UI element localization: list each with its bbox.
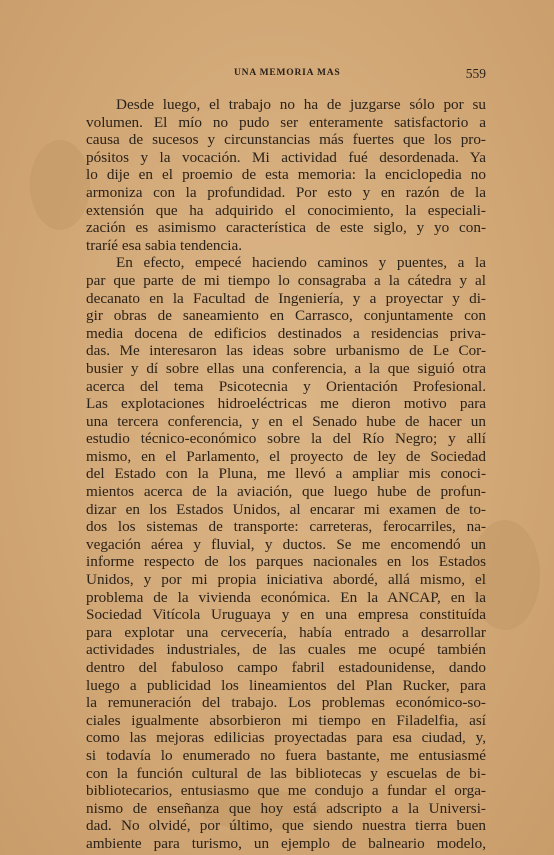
text-line: mismo, en el Parlamento, el proyecto de ley de Sociedad <box>86 447 486 465</box>
text-line: volumen. El mío no pudo ser enteramente satisfactorio a <box>86 113 486 131</box>
page-number: 559 <box>465 66 486 81</box>
text-line: zación es asimismo característica de este siglo, y yo con- <box>86 219 486 237</box>
text-line: busier y dí sobre ellas una conferencia, a la que siguió otra <box>86 359 486 377</box>
text-line: con la función cultural de las bibliotecas y escuelas de bi- <box>86 764 486 782</box>
text-line: causa de sucesos y circunstancias más fuertes que los pro- <box>86 131 486 149</box>
text-line: actividades industriales, de las cuales me ocupé también <box>86 641 486 659</box>
text-line: acerca del tema Psicotecnia y Orientación Profesional. <box>86 377 486 395</box>
text-line: estudio técnico-económico sobre la del Río Negro; y allí <box>86 430 486 448</box>
text-line: dos los sistemas de transporte: carreteras, ferocarriles, na- <box>86 518 486 536</box>
text-line: decanato en la Facultad de Ingeniería, y a proyectar y di- <box>86 289 486 307</box>
text-line: como las mejoras edilicias proyectadas para esa ciudad, y, <box>86 729 486 747</box>
running-title: UNA MEMORIA MAS <box>234 68 341 78</box>
text-line: bibliotecarios, entusiasmo que me condujo a fundar el orga- <box>86 782 486 800</box>
text-line: traríé esa sabia tendencia. <box>86 236 243 254</box>
paper-stain <box>30 140 90 230</box>
text-line: gir obras de saneamiento en Carrasco, conjuntamente con <box>86 307 486 325</box>
text-line: media docena de edificios destinados a residencias priva- <box>86 324 486 342</box>
text-line: das. Me interesaron las ideas sobre urbanismo de Le Cor- <box>86 342 486 360</box>
body-text <box>86 96 486 853</box>
text-line: nismo de enseñanza que hoy está adscripto a la Universi- <box>86 799 486 817</box>
text-line: ciales igualmente absorbieron mi tiempo en Filadelfia, así <box>86 711 486 729</box>
text-line: lo dije en el proemio de esta memoria: la enciclopedia no <box>86 166 486 184</box>
text-line: ambiente para turismo, un ejemplo de balneario modelo, <box>86 834 486 852</box>
text-line: para explotar una cervecería, había entrado a desarrollar <box>86 623 486 641</box>
text-line: del Estado con la Pluna, me llevó a ampliar mis conoci- <box>86 465 486 483</box>
text-line: dentro del fabuloso campo fabril estadounidense, dando <box>86 659 486 676</box>
text-line: informe respecto de los parques nacionales en los Estados <box>86 553 486 571</box>
text-line: luego a publicidad los lineamientos del Plan Rucker, para <box>86 676 486 694</box>
text-line: armoniza con la profundidad. Por esto y en razón de la <box>86 183 486 201</box>
running-head <box>86 66 486 84</box>
text-line: una tercera conferencia, y en el Senado hube de hacer un <box>86 412 486 430</box>
text-line: Unidos, y por mi propia iniciativa abordé, allá mismo, el <box>86 571 486 589</box>
text-line: par que parte de mi tiempo lo consagraba a la cátedra y al <box>86 271 486 289</box>
text-line: Las explotaciones hidroeléctricas me dieron motivo para <box>86 395 486 413</box>
text-line: Desde luego, el trabajo no ha de juzgarse sólo por su <box>116 96 486 113</box>
text-line: mientos acerca de la aviación, que luego hube de profun- <box>86 483 486 501</box>
text-line: En efecto, empecé haciendo caminos y puentes, a la <box>116 254 486 272</box>
text-line: dad. No olvidé, por último, que siendo nuestra tierra buen <box>86 817 486 835</box>
text-line: dizar en los Estados Unidos, al encarar mi examen de to- <box>86 500 486 518</box>
text-line: la remuneración del trabajo. Los problemas económico-so- <box>86 694 486 712</box>
text-line: pósitos y la vocación. Mi actividad fué desordenada. Ya <box>86 148 486 166</box>
text-line: extensión que ha adquirido el conocimiento, la especiali- <box>86 201 486 219</box>
text-line: vegación aérea y fluvial, y ductos. Se me encomendó un <box>86 535 486 553</box>
text-line: problema de la vivienda económica. En la ANCAP, en la <box>86 588 486 606</box>
text-line: si todavía lo enumerado no fuera bastante, me entusiasmé <box>86 746 486 764</box>
text-line: Sociedad Vitícola Uruguaya y en una empresa constituída <box>86 606 486 624</box>
